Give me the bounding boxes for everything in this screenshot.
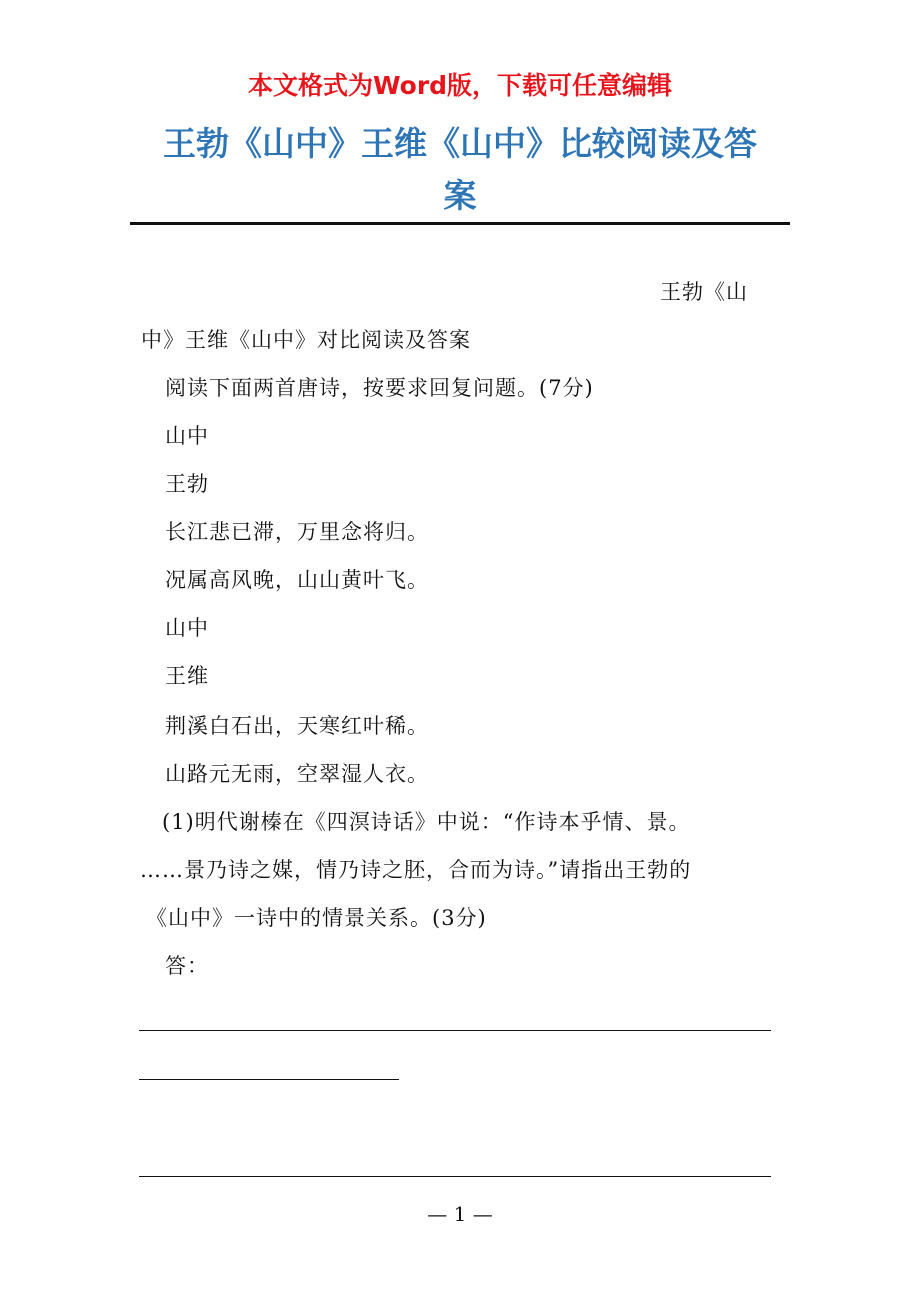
subtitle-line1: 王勃《山 bbox=[660, 280, 748, 304]
poem2-line: 荆溪白石出，天寒红叶稀。 bbox=[165, 714, 429, 738]
answer-line bbox=[139, 1030, 771, 1031]
subtitle-line2: 中》王维《山中》对比阅读及答案 bbox=[141, 328, 471, 352]
page-number: — 1 — bbox=[427, 1202, 493, 1226]
answer-line bbox=[139, 1079, 399, 1080]
poem1-author: 王勃 bbox=[165, 472, 209, 496]
question1-line3: 《山中》一诗中的情景关系。(3分) bbox=[146, 906, 487, 930]
poem1-title: 山中 bbox=[165, 424, 209, 448]
document-title-line1: 王勃《山中》王维《山中》比较阅读及答 bbox=[163, 124, 757, 163]
instruction-text: 阅读下面两首唐诗，按要求回复问题。(7分) bbox=[165, 376, 594, 400]
question1-line2: ……景乃诗之媒，情乃诗之胚，合而为诗。”请指出王勃的 bbox=[140, 858, 692, 882]
poem2-title: 山中 bbox=[165, 616, 209, 640]
answer-line bbox=[139, 1176, 771, 1177]
poem1-line: 况属高风晚，山山黄叶飞。 bbox=[165, 568, 429, 592]
word-format-banner: 本文格式为Word版，下载可任意编辑 bbox=[247, 71, 673, 100]
question1-line1: (1)明代谢榛在《四溟诗话》中说：“作诗本乎情、景。 bbox=[162, 810, 691, 834]
document-title-line2: 案 bbox=[443, 176, 477, 215]
poem2-line: 山路元无雨，空翠湿人衣。 bbox=[165, 762, 429, 786]
poem1-line: 长江悲已滞，万里念将归。 bbox=[165, 520, 429, 544]
answer-label: 答： bbox=[165, 954, 209, 978]
title-divider bbox=[130, 222, 790, 225]
document-title bbox=[130, 118, 790, 222]
poem2-author: 王维 bbox=[165, 664, 209, 688]
